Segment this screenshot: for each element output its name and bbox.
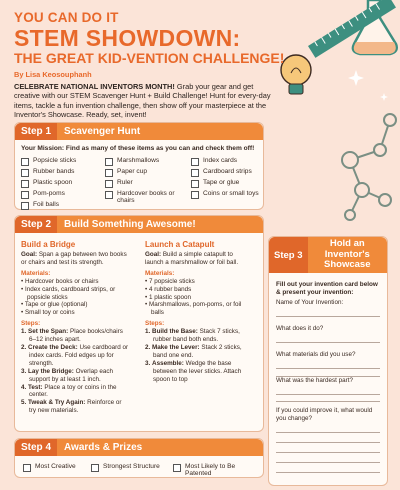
step-number: 2.	[21, 343, 27, 351]
award-option[interactable]	[173, 463, 263, 477]
step1-title: Scavenger Hunt	[64, 126, 141, 137]
material-text: Index cards, cardboard strips, or popsicle sticks	[24, 285, 116, 301]
material-item	[21, 278, 129, 286]
step4-header	[15, 439, 263, 456]
checklist-item[interactable]	[21, 168, 74, 177]
catapult-materials-label: Materials:	[145, 269, 175, 277]
checklist-item-label: Coins or small toys	[203, 190, 259, 197]
bridge-column	[21, 240, 129, 415]
bridge-title: Build a Bridge	[21, 240, 76, 249]
step2-title: Build Something Awesome!	[64, 219, 196, 230]
step-item	[21, 368, 129, 384]
step1-header	[15, 123, 263, 140]
step-text: Place a toy or coins in the center.	[29, 383, 117, 399]
step-number: 3.	[145, 359, 151, 367]
checklist-item-label: Rubber bands	[33, 168, 75, 175]
bullet: •	[145, 301, 149, 309]
material-item	[145, 301, 253, 317]
step2-card	[14, 215, 264, 432]
goal-text: Build a simple catapult to launch a marshmallow or foil ball.	[145, 251, 239, 266]
bullet: •	[145, 293, 149, 301]
science-illustration	[280, 0, 400, 250]
step-heading: Create the Deck:	[28, 343, 78, 351]
checkbox[interactable]	[91, 464, 99, 472]
step4-title: Awards & Prizes	[64, 442, 143, 453]
checklist-item-label: Foil balls	[33, 201, 60, 208]
material-item	[145, 286, 253, 294]
step2-badge: Step 2	[15, 216, 57, 233]
award-label: Most Likely to Be Patented	[185, 463, 236, 477]
checklist-item-label: Pom-poms	[33, 190, 65, 197]
step-heading: Make the Lever:	[152, 343, 200, 351]
checklist-item-label: Popsicle sticks	[33, 157, 77, 164]
checklist-item[interactable]	[191, 168, 252, 177]
award-option[interactable]	[91, 463, 160, 472]
step-text: Place books/chairs 6–12 inches apart.	[29, 328, 123, 344]
answer-line[interactable]	[276, 401, 380, 402]
material-item	[145, 278, 253, 286]
checkbox[interactable]	[21, 169, 29, 177]
step-number: 5.	[21, 399, 27, 407]
showcase-question: What was the hardest part?	[276, 377, 354, 384]
checkbox[interactable]	[21, 191, 29, 199]
checkbox[interactable]	[191, 169, 199, 177]
subtitle: THE GREAT KID-VENTION CHALLENGE!	[14, 50, 285, 66]
material-text: Hardcover books or chairs	[24, 277, 99, 285]
checklist-item-label: Index cards	[203, 157, 238, 164]
step3-badge: Step 3	[269, 237, 308, 273]
lightbulb-icon	[281, 55, 311, 94]
answer-line[interactable]	[276, 394, 380, 395]
checkbox[interactable]	[105, 180, 113, 188]
step-number: 1.	[21, 328, 27, 336]
step1-card	[14, 122, 264, 210]
molecule-icon	[342, 114, 396, 220]
checklist-item[interactable]	[105, 168, 147, 177]
bridge-goal	[21, 251, 129, 267]
catapult-title: Launch a Catapult	[145, 240, 215, 249]
checklist-item-label: Plastic spoon	[33, 179, 73, 186]
bridge-materials-label: Materials:	[21, 269, 51, 277]
step-heading: Build the Base:	[152, 328, 198, 336]
intro-bold: CELEBRATE NATIONAL INVENTORS MONTH!	[14, 82, 175, 91]
checkbox[interactable]	[173, 464, 181, 472]
bullet: •	[145, 277, 149, 285]
catapult-steps-label: Steps:	[145, 320, 165, 328]
material-item	[21, 309, 129, 317]
step-item	[145, 360, 253, 384]
checkbox[interactable]	[21, 158, 29, 166]
answer-line[interactable]	[276, 342, 380, 343]
intro-text: Grab your gear and get creative with our STEM Scavenger Hunt + Build Challenge! Hunt for every-day items, tackle a fun invention challenge, then show off your masterpiece at the Inventor's Showcase. Ready, set, invent!	[14, 82, 271, 120]
checklist-item-label: Paper cup	[117, 168, 148, 175]
catapult-column	[145, 240, 253, 384]
step-heading: Set the Span:	[28, 328, 69, 336]
goal-label: Goal:	[145, 251, 162, 258]
checklist-item[interactable]	[21, 179, 72, 188]
step-heading: Assemble:	[152, 359, 184, 367]
material-item	[21, 286, 129, 302]
byline: By Lisa Keosouphanh	[14, 70, 92, 79]
step1-badge: Step 1	[15, 123, 57, 140]
showcase-question: What does it do?	[276, 325, 324, 332]
checklist-item[interactable]	[105, 179, 133, 188]
material-text: Tape or glue (optional)	[24, 301, 88, 309]
step-item	[145, 344, 253, 360]
bridge-steps-label: Steps:	[21, 320, 41, 328]
checkbox[interactable]	[105, 158, 113, 166]
checklist-item[interactable]	[21, 201, 59, 210]
answer-line[interactable]	[276, 442, 380, 443]
step2-header	[15, 216, 263, 233]
answer-line[interactable]	[276, 368, 380, 369]
checkbox[interactable]	[191, 191, 199, 199]
step-text: Use cardboard or index cards. Fold edges up for strength.	[29, 343, 129, 367]
bullet: •	[21, 309, 25, 317]
checkbox[interactable]	[23, 464, 31, 472]
showcase-question: If you could improve it, what would you change?	[276, 407, 373, 422]
step3-title: Hold an Inventor's Showcase	[324, 238, 371, 271]
step-number: 2.	[145, 343, 151, 351]
goal-label: Goal:	[21, 251, 38, 258]
step-item	[21, 384, 129, 400]
bullet: •	[145, 285, 149, 293]
answer-line[interactable]	[276, 462, 380, 463]
step-text: Overlap each support by at least 1 inch.	[29, 367, 114, 383]
answer-line[interactable]	[276, 432, 380, 433]
material-text: 4 rubber bands	[148, 285, 192, 293]
showcase-question: What materials did you use?	[276, 351, 356, 358]
answer-line[interactable]	[276, 472, 380, 473]
material-text: 7 popsicle sticks	[148, 277, 195, 285]
goal-text: Span a gap between two books or chairs and test its strength.	[21, 251, 127, 266]
checklist-item[interactable]	[191, 190, 259, 199]
step-text: Reinforce or try new materials.	[29, 399, 122, 415]
step-item	[21, 344, 129, 368]
step-number: 3.	[21, 367, 27, 375]
step-heading: Test:	[28, 383, 43, 391]
catapult-goal	[145, 251, 253, 267]
award-option[interactable]	[23, 463, 76, 472]
showcase-question: Name of Your Invention:	[276, 299, 344, 306]
checklist-item[interactable]	[105, 157, 159, 166]
checklist-item-label: Marshmallows	[117, 157, 160, 164]
checklist-item[interactable]	[105, 190, 175, 204]
bullet: •	[21, 301, 25, 309]
step-text: Stack 2 sticks, band one end.	[153, 343, 242, 359]
step-number: 1.	[145, 328, 151, 336]
material-text: Marshmallows, pom-poms, or foil balls	[148, 301, 242, 317]
step-item	[21, 399, 129, 415]
step-item	[145, 328, 253, 344]
step3-header	[269, 237, 387, 273]
step-text: Stack 7 sticks, rubber band both ends.	[153, 328, 240, 344]
intro-paragraph	[14, 82, 279, 120]
bullet: •	[21, 277, 25, 285]
checklist-item-label: Hardcover books or chairs	[117, 190, 175, 204]
step-heading: Lay the Bridge:	[28, 367, 74, 375]
step4-card	[14, 438, 264, 478]
checkbox[interactable]	[105, 191, 113, 199]
checkbox[interactable]	[191, 180, 199, 188]
checklist-item-label: Cardboard strips	[203, 168, 252, 175]
material-item	[21, 301, 129, 309]
material-item	[145, 294, 253, 302]
answer-line[interactable]	[276, 452, 380, 453]
award-label: Strongest Structure	[103, 463, 160, 470]
answer-line[interactable]	[276, 376, 380, 377]
checklist-item[interactable]	[191, 157, 237, 166]
checkbox[interactable]	[191, 158, 199, 166]
checkbox[interactable]	[21, 180, 29, 188]
bullet: •	[21, 285, 25, 293]
checkbox[interactable]	[105, 169, 113, 177]
checklist-item-label: Tape or glue	[203, 179, 240, 186]
step-heading: Tweak & Try Again:	[28, 399, 86, 407]
award-label: Most Creative	[35, 463, 76, 470]
step-number: 4.	[21, 383, 27, 391]
step3-card	[268, 236, 388, 486]
checklist-item[interactable]	[191, 179, 239, 188]
checklist-item-label: Ruler	[117, 179, 133, 186]
sparkle-icon	[348, 70, 388, 101]
answer-line[interactable]	[276, 316, 380, 317]
showcase-lead: Fill out your invention card below & present your invention:	[276, 281, 378, 296]
mission-text: Your Mission: Find as many of these items as you can and check them off!	[21, 145, 255, 152]
kicker-title: YOU CAN DO IT	[14, 10, 119, 25]
checklist-item[interactable]	[21, 190, 65, 199]
step-item	[21, 328, 129, 344]
checkbox[interactable]	[21, 202, 29, 210]
material-text: 1 plastic spoon	[148, 293, 191, 301]
checklist-item[interactable]	[21, 157, 76, 166]
main-title: STEM SHOWDOWN:	[14, 25, 241, 51]
step-text: Wedge the base between the lever sticks. Attach spoon to top	[153, 359, 242, 383]
step4-badge: Step 4	[15, 439, 57, 456]
material-text: Small toy or coins	[24, 309, 75, 317]
